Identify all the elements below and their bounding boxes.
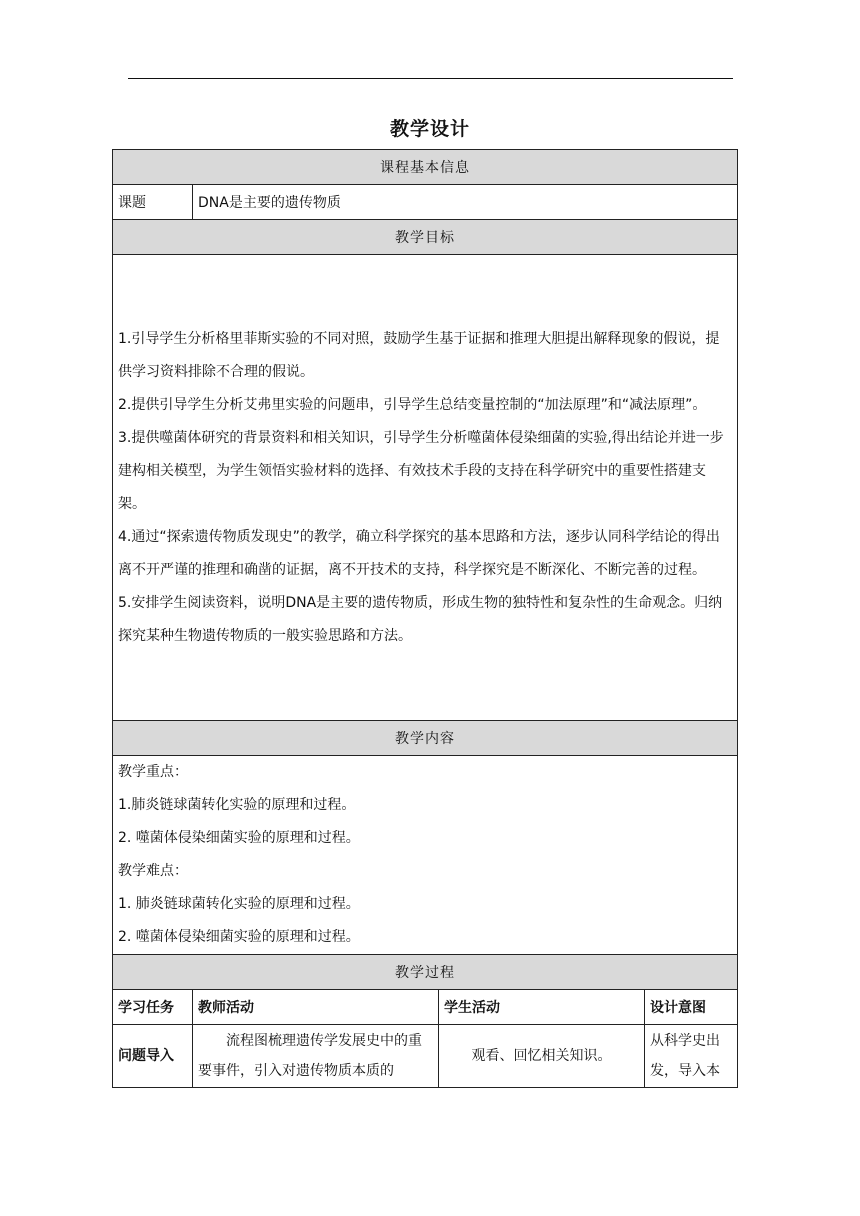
header-teacher: 教师活动: [193, 990, 439, 1025]
topic-label: 课题: [113, 185, 193, 220]
process-header-row: [113, 990, 738, 1025]
difficult-points-heading: 教学难点：: [118, 863, 188, 879]
section-basic-info: 课程基本信息: [113, 150, 738, 185]
table-row: [113, 1025, 738, 1088]
difficult-point-item: 1. 肺炎链球菌转化实验的原理和过程。: [118, 896, 360, 912]
row-design-intent: 从科学史出发，导入本: [645, 1025, 738, 1088]
difficult-point-item: 2. 噬菌体侵染细菌实验的原理和过程。: [118, 929, 360, 945]
header-intent: 设计意图: [645, 990, 738, 1025]
goals-block: [113, 255, 738, 721]
goal-item: 2.提供引导学生分析艾弗里实验的问题串，引导学生总结变量控制的“加法原理”和“减法原理”。: [118, 396, 707, 413]
header-rule: [128, 78, 733, 79]
row-student-activity: 观看、回忆相关知识。: [439, 1025, 645, 1088]
section-content: 教学内容: [113, 721, 738, 756]
key-points-heading: 教学重点：: [118, 764, 188, 780]
goal-item: 3.提供噬菌体研究的背景资料和相关知识，引导学生分析噬菌体侵染细菌的实验,得出结论并进一步建构相关模型，为学生领悟实验材料的选择、有效技术手段的支持在科学研究中的重要性搭建支架。: [118, 429, 724, 512]
section-goals: 教学目标: [113, 220, 738, 255]
key-point-item: 2. 噬菌体侵染细菌实验的原理和过程。: [118, 830, 360, 846]
content-block: [113, 756, 738, 955]
section-process: 教学过程: [113, 955, 738, 990]
key-point-item: 1.肺炎链球菌转化实验的原理和过程。: [118, 797, 356, 813]
row-teacher-activity: 流程图梳理遗传学发展史中的重要事件，引入对遗传物质本质的: [193, 1025, 439, 1088]
document-title: 教学设计: [389, 118, 470, 140]
header-task: 学习任务: [113, 990, 193, 1025]
topic-value: DNA是主要的遗传物质: [193, 185, 738, 220]
header-student: 学生活动: [439, 990, 645, 1025]
row-task: 问题导入: [113, 1025, 193, 1088]
lesson-plan-table: [112, 149, 738, 1088]
goal-item: 5.安排学生阅读资料，说明DNA是主要的遗传物质，形成生物的独特性和复杂性的生命观念。归纳探究某种生物遗传物质的一般实验思路和方法。: [118, 594, 723, 644]
goal-item: 4.通过“探索遗传物质发现史”的教学，确立科学探究的基本思路和方法，逐步认同科学结论的得出离不开严谨的推理和确凿的证据，离不开技术的支持，科学探究是不断深化、不断完善的过程。: [118, 528, 720, 578]
goal-item: 1.引导学生分析格里菲斯实验的不同对照，鼓励学生基于证据和推理大胆提出解释现象的假说，提供学习资料排除不合理的假说。: [118, 330, 720, 380]
